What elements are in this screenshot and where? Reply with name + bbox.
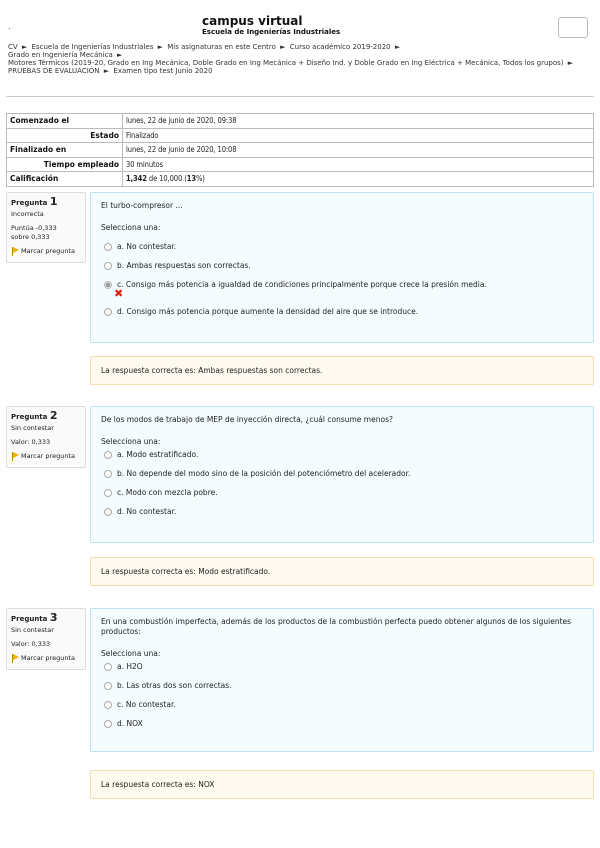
flag-icon <box>11 654 19 663</box>
flag-label: Marcar pregunta <box>21 452 75 460</box>
answer-option-a[interactable] <box>104 450 583 459</box>
header-divider <box>6 96 594 97</box>
summary-finished-label: Finalizado en <box>7 143 123 158</box>
question-word: Pregunta <box>11 413 50 421</box>
grade-score: 1,342 <box>126 174 147 184</box>
summary-grade-label: Calificación <box>7 172 123 187</box>
flag-question-button[interactable] <box>11 452 81 461</box>
breadcrumb <box>8 43 593 75</box>
radio-button[interactable] <box>104 663 112 671</box>
question-1-content <box>90 192 594 343</box>
question-word: Pregunta <box>11 615 50 623</box>
header-dot: . <box>8 22 11 31</box>
question-text: El turbo-compresor ... <box>101 201 183 210</box>
summary-started-label: Comenzado el <box>7 114 123 129</box>
breadcrumb-separator-icon: ► <box>21 43 28 51</box>
question-number <box>11 197 81 208</box>
correct-answer-text: La respuesta correcta es: Ambas respuestas son correctas. <box>101 366 323 375</box>
answer-prompt: Selecciona una: <box>101 437 161 446</box>
question-3-feedback <box>90 770 594 799</box>
breadcrumb-separator-icon: ► <box>280 43 286 51</box>
answer-label: d. No contestar. <box>117 507 177 516</box>
answer-option-b[interactable] <box>104 469 583 478</box>
question-number-value: 3 <box>49 611 58 624</box>
breadcrumb-separator-icon: ► <box>157 43 163 51</box>
incorrect-x-icon: ✖ <box>114 287 124 300</box>
question-score: Puntúa -0,333 <box>11 224 57 232</box>
question-number-value: 1 <box>49 195 58 208</box>
attempt-summary-table <box>6 113 594 187</box>
answer-option-d[interactable] <box>104 307 583 316</box>
question-status: Sin contestar <box>11 626 54 634</box>
summary-time-value: 30 minutos <box>123 157 594 172</box>
radio-button[interactable] <box>104 489 112 497</box>
site-subtitle: Escuela de Ingenierías Industriales <box>202 28 341 36</box>
summary-started-value: lunes, 22 de junio de 2020, 09:38 <box>123 114 594 129</box>
flag-icon <box>11 452 19 461</box>
question-3-content <box>90 608 594 752</box>
question-2-info <box>6 406 86 468</box>
question-score: Valor: 0,333 <box>11 640 51 648</box>
correct-answer-text: La respuesta correcta es: NOX <box>101 780 215 789</box>
flag-icon <box>11 247 19 256</box>
radio-button[interactable] <box>104 508 112 516</box>
answer-label: a. No contestar. <box>117 242 177 251</box>
answer-label: b. Ambas respuestas son correctas. <box>117 261 251 270</box>
breadcrumb-item-degree[interactable]: Grado en Ingeniería Mecánica <box>8 51 113 59</box>
question-text: En una combustión imperfecta, además de los productos de la combustión perfecta puedo obtener algunos de los siguientes productos: <box>101 617 572 636</box>
question-1-info <box>6 192 86 263</box>
question-number <box>11 613 81 624</box>
breadcrumb-item-my-subjects[interactable]: Mis asignaturas en este Centro <box>167 43 276 51</box>
grade-percent: 13 <box>186 174 196 184</box>
summary-time-label: Tiempo empleado <box>7 157 123 172</box>
flag-label: Marcar pregunta <box>21 247 75 255</box>
answer-prompt: Selecciona una: <box>101 649 161 658</box>
summary-row-grade <box>7 172 594 187</box>
breadcrumb-item-year[interactable]: Curso académico 2019-2020 <box>289 43 391 51</box>
answer-label: c. Modo con mezcla pobre. <box>117 488 218 497</box>
breadcrumb-separator-icon: ► <box>117 51 123 59</box>
question-2-content <box>90 406 594 543</box>
site-title[interactable]: campus virtual <box>202 14 303 28</box>
answer-option-c[interactable] <box>104 700 583 709</box>
radio-button-selected[interactable] <box>104 281 112 289</box>
radio-button[interactable] <box>104 451 112 459</box>
grade-end: %) <box>195 174 205 184</box>
question-word: Pregunta <box>11 199 50 207</box>
flag-question-button[interactable] <box>11 247 81 256</box>
question-3-info <box>6 608 86 670</box>
answer-label: d. NOX <box>117 719 143 728</box>
answer-option-b[interactable] <box>104 261 583 270</box>
answer-option-d[interactable] <box>104 507 583 516</box>
summary-row-started <box>7 114 594 129</box>
breadcrumb-item-course[interactable]: Motores Térmicos (2019-20, Grado en Ing Mecánica, Doble Grado en Ing Mecánica + Diseño Ind. y Doble Grado en Ing Eléctrica + Mecánica, Todos los grupos) <box>8 59 564 67</box>
breadcrumb-item-evaluations[interactable]: PRUEBAS DE EVALUACIÓN <box>8 67 100 75</box>
radio-button[interactable] <box>104 308 112 316</box>
answer-option-d[interactable] <box>104 719 583 728</box>
answer-option-c[interactable] <box>104 488 583 497</box>
summary-row-finished <box>7 143 594 158</box>
breadcrumb-item-school[interactable]: Escuela de Ingenierías Industriales <box>31 43 154 51</box>
breadcrumb-separator-icon: ► <box>567 59 574 67</box>
answer-label: a. Modo estratificado. <box>117 450 199 459</box>
summary-state-value: Finalizado <box>123 128 594 143</box>
answer-prompt: Selecciona una: <box>101 223 161 232</box>
summary-row-time <box>7 157 594 172</box>
question-score-max: sobre 0,333 <box>11 233 50 241</box>
answer-option-a[interactable] <box>104 662 583 671</box>
answer-label: b. No depende del modo sino de la posición del potenciómetro del acelerador. <box>117 469 411 478</box>
breadcrumb-separator-icon: ► <box>103 67 110 75</box>
correct-answer-text: La respuesta correcta es: Modo estratificado. <box>101 567 271 576</box>
breadcrumb-separator-icon: ► <box>394 43 401 51</box>
question-status: Incorrecta <box>11 210 44 218</box>
answer-label: c. No contestar. <box>117 700 176 709</box>
summary-finished-value: lunes, 22 de junio de 2020, 10:08 <box>123 143 594 158</box>
question-1-feedback <box>90 356 594 385</box>
summary-state-label: Estado <box>7 128 123 143</box>
radio-button[interactable] <box>104 682 112 690</box>
question-text: De los modos de trabajo de MEP de inyección directa, ¿cuál consume menos? <box>101 415 393 424</box>
radio-button[interactable] <box>104 262 112 270</box>
radio-button[interactable] <box>104 720 112 728</box>
radio-button[interactable] <box>104 470 112 478</box>
breadcrumb-item-exam[interactable]: Examen tipo test Junio 2020 <box>113 67 213 75</box>
flag-label: Marcar pregunta <box>21 654 75 662</box>
grade-out-of: de 10,000 ( <box>146 174 187 184</box>
summary-grade-value <box>123 172 594 187</box>
breadcrumb-item-cv[interactable]: CV <box>8 43 18 51</box>
flag-question-button[interactable] <box>11 654 81 663</box>
answer-option-a[interactable] <box>104 242 583 251</box>
answer-label: d. Consigo más potencia porque aumente la densidad del aire que se introduce. <box>117 307 419 316</box>
question-2-feedback <box>90 557 594 586</box>
answer-label: c. Consigo más potencia a igualdad de condiciones principalmente porque crece la presión media. <box>117 280 487 289</box>
radio-button[interactable] <box>104 701 112 709</box>
summary-row-state <box>7 128 594 143</box>
question-number-value: 2 <box>49 409 58 422</box>
question-score: Valor: 0,333 <box>11 438 51 446</box>
answer-label: b. Las otras dos son correctas. <box>117 681 232 690</box>
question-status: Sin contestar <box>11 424 54 432</box>
radio-button[interactable] <box>104 243 112 251</box>
answer-option-b[interactable] <box>104 681 583 690</box>
answer-label: a. H2O <box>117 662 143 671</box>
question-number <box>11 411 81 422</box>
menu-button[interactable] <box>558 17 588 38</box>
